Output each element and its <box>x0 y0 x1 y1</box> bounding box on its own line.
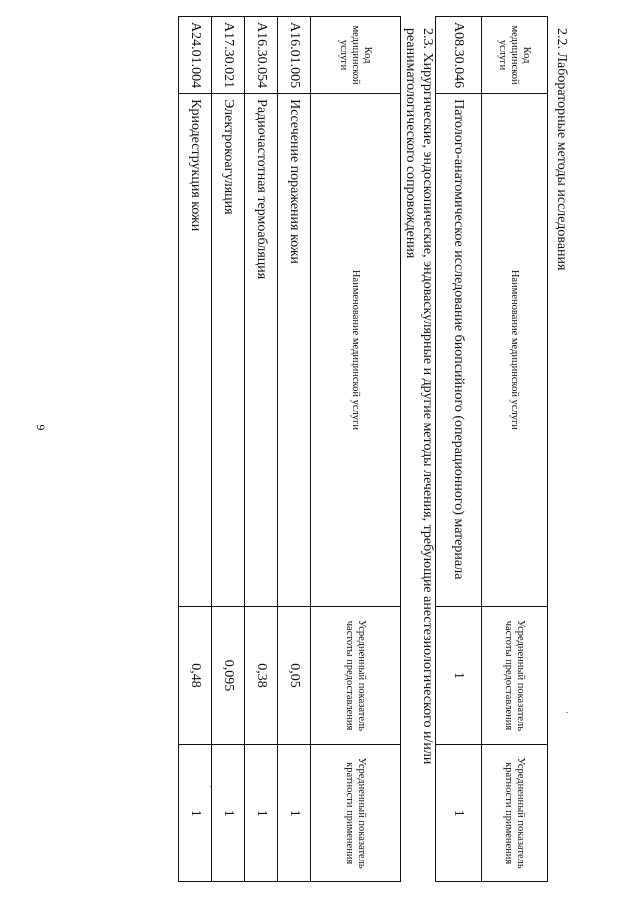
service-name: Иссечение поражения кожи <box>278 94 311 607</box>
service-freq: 0,48 <box>179 606 212 745</box>
service-mult: 1 <box>436 745 482 882</box>
table-header-row <box>311 17 401 882</box>
header-name: Наименование медицинской услуги <box>482 94 548 606</box>
lab-methods-table <box>435 16 548 882</box>
header-freq: Усредненный показатель частоты предоставления <box>482 606 548 745</box>
service-code: A08.30.046 <box>436 17 482 94</box>
table-row <box>245 17 278 882</box>
table-row <box>179 17 212 882</box>
page-number: 6 <box>33 424 48 431</box>
service-name: Радиочастотная термоабляция <box>245 94 278 607</box>
service-freq: 0,05 <box>278 606 311 745</box>
service-code: A16.01.005 <box>278 17 311 94</box>
header-mult: Усредненный показатель кратности применения <box>311 745 401 882</box>
service-name: Патолого-анатомическое исследование биопсийного (операционного) материала <box>436 94 482 606</box>
table-header-row <box>482 17 548 882</box>
section-title-surgical-methods: 2.3. Хирургические, эндоскопические, эндоваскулярные и другие методы лечения, требующие анестезиологического и/или реаниматологического сопровождения <box>403 28 435 765</box>
header-code: Код медицинской услуги <box>311 17 401 94</box>
surgical-methods-table <box>178 16 401 882</box>
service-mult: 1 <box>212 745 245 882</box>
service-code: A17.30.021 <box>212 17 245 94</box>
service-mult: 1 <box>245 745 278 882</box>
header-code: Код медицинской услуги <box>482 17 548 94</box>
service-name: Криодеструкция кожи <box>179 94 212 607</box>
table-row <box>278 17 311 882</box>
table-row <box>212 17 245 882</box>
service-freq: 1 <box>436 606 482 745</box>
service-freq: 0,095 <box>212 606 245 745</box>
service-mult: 1 <box>179 745 212 882</box>
header-name: Наименование медицинской услуги <box>311 94 401 607</box>
service-mult: 1 <box>278 745 311 882</box>
service-freq: 0,38 <box>245 606 278 745</box>
header-mult: Усредненный показатель кратности применения <box>482 745 548 882</box>
section-title-lab-methods: 2.2. Лабораторные методы исследования <box>554 28 569 271</box>
header-freq: Усредненный показатель частоты предоставления <box>311 606 401 745</box>
service-name: Электрокоагуляция <box>212 94 245 607</box>
table-row <box>436 17 482 882</box>
service-code: A24.01.004 <box>179 17 212 94</box>
service-code: A16.30.054 <box>245 17 278 94</box>
